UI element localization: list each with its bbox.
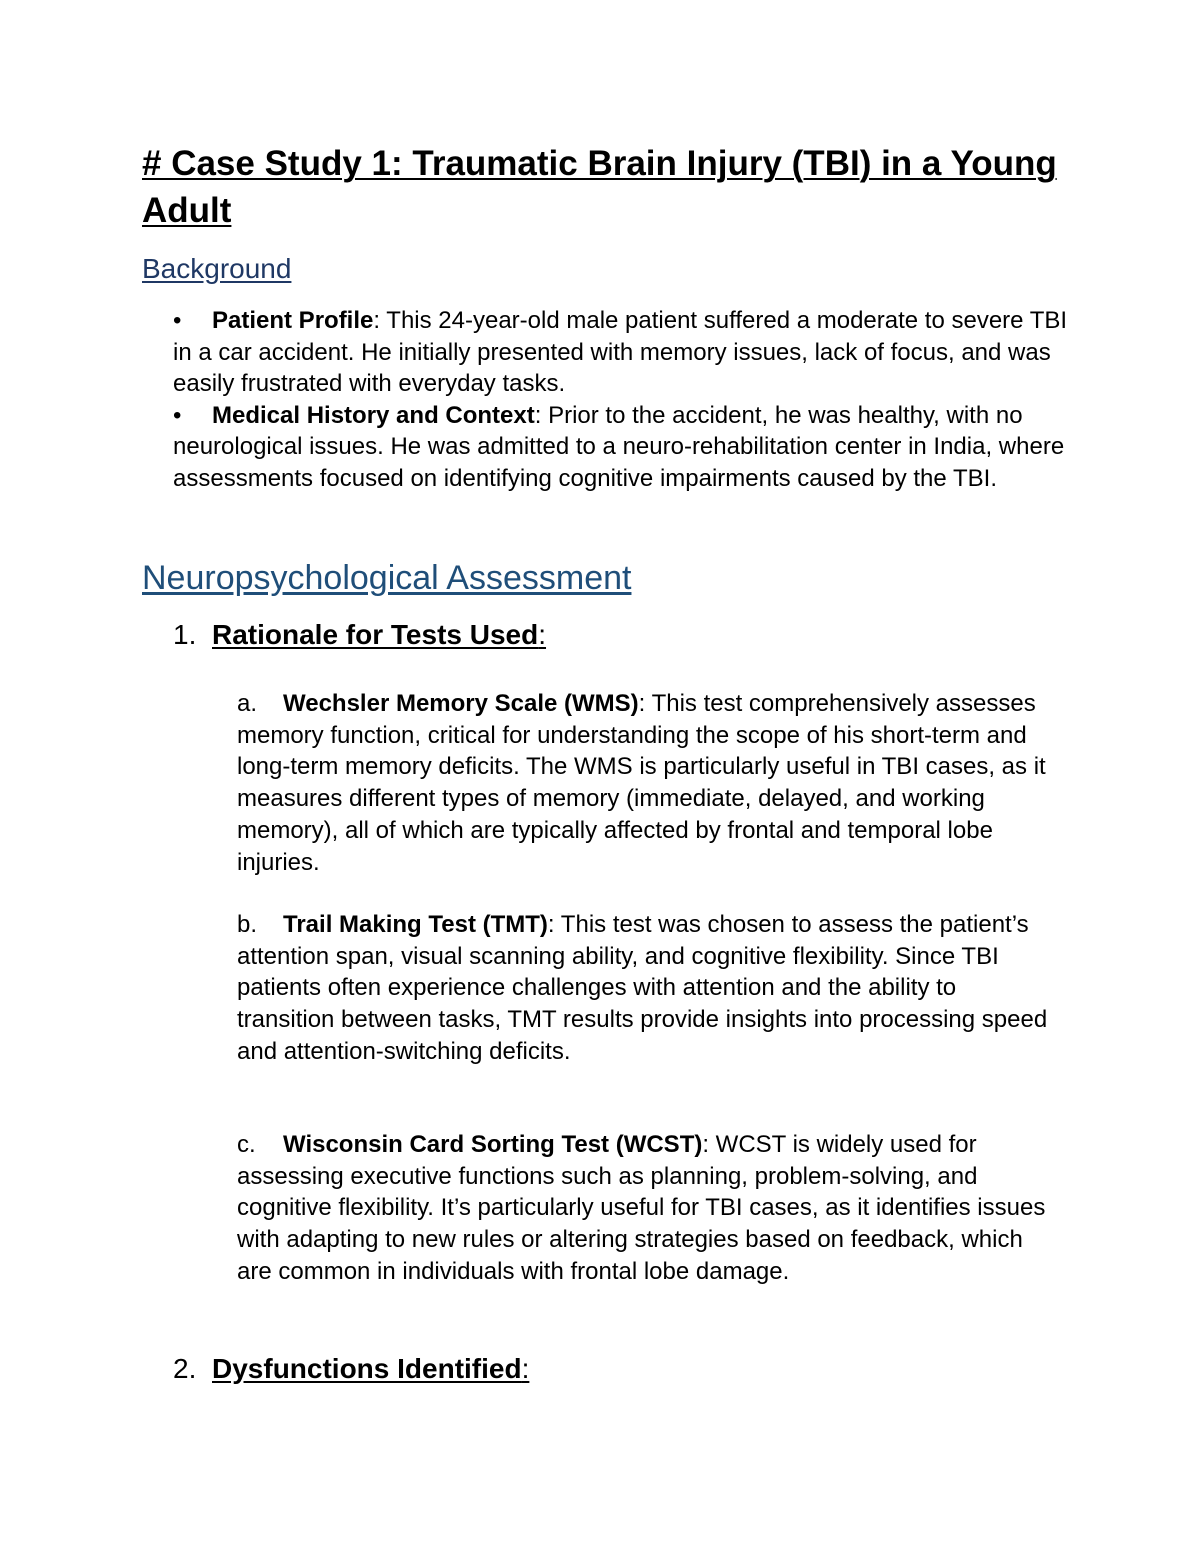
test-letter: c. — [237, 1131, 256, 1158]
item-label: Patient Profile — [212, 307, 374, 334]
item-text: : This 24-year-old male patient suffered a moderate to severe TBI in a car accident. He initially presented with memory issues, lack of focus, and was easily frustrated with everyday tasks. — [173, 307, 1068, 397]
section-number: 1. — [173, 619, 197, 650]
section-title: Rationale for Tests Used: — [212, 619, 547, 650]
test-name: Trail Making Test (TMT) — [283, 911, 548, 938]
section-number: 2. — [173, 1353, 197, 1384]
test-name: Wechsler Memory Scale (WMS) — [283, 690, 639, 717]
test-tmt — [237, 909, 1057, 1068]
list-item-medical-history — [173, 400, 1068, 495]
test-letter: b. — [237, 911, 258, 938]
list-item-patient-profile — [173, 305, 1068, 400]
bullet-icon: • — [173, 307, 182, 334]
section-title: Dysfunctions Identified: — [212, 1353, 530, 1384]
test-name: Wisconsin Card Sorting Test (WCST) — [283, 1131, 703, 1158]
background-list — [173, 305, 1068, 494]
test-wms — [237, 688, 1057, 878]
section-dysfunctions — [173, 1351, 529, 1387]
bullet-icon: • — [173, 401, 182, 429]
test-text: : This test was chosen to assess the patient’s attention span, visual scanning ability, and cognitive flexibility. Since TBI patients often experience challenges with attention and the ability to transition between tasks, TMT results provide insights into processing speed and attention-switching deficits. — [237, 911, 1048, 1065]
test-text: : WCST is widely used for assessing executive functions such as planning, problem-solving, and cognitive flexibility. It’s particularly useful for TBI cases, as it identifies issues with adapting to new rules or altering strategies based on feedback, which are common in individuals with frontal lobe damage. — [237, 1131, 1046, 1285]
page-title: # Case Study 1: Traumatic Brain Injury (TBI) in a Young Adult — [142, 144, 1057, 230]
background-heading: Background — [142, 253, 292, 284]
test-wcst — [237, 1129, 1057, 1288]
section-rationale — [173, 617, 546, 653]
test-letter: a. — [237, 690, 258, 717]
item-label: Medical History and Context — [212, 401, 535, 429]
item-text: : Prior to the accident, he was healthy, with no neurological issues. He was admitted to a neuro-rehabilitation center in India, where assessments focused on identifying cognitive impairments caused by the TBI. — [173, 401, 1065, 492]
assessment-heading: Neuropsychological Assessment — [142, 559, 632, 597]
test-text: : This test comprehensively assesses memory function, critical for understanding the scope of his short-term and long-term memory deficits. The WMS is particularly useful in TBI cases, as it measures different types of memory (immediate, delayed, and working memory), all of which are typically affected by frontal and temporal lobe injuries. — [237, 690, 1046, 876]
